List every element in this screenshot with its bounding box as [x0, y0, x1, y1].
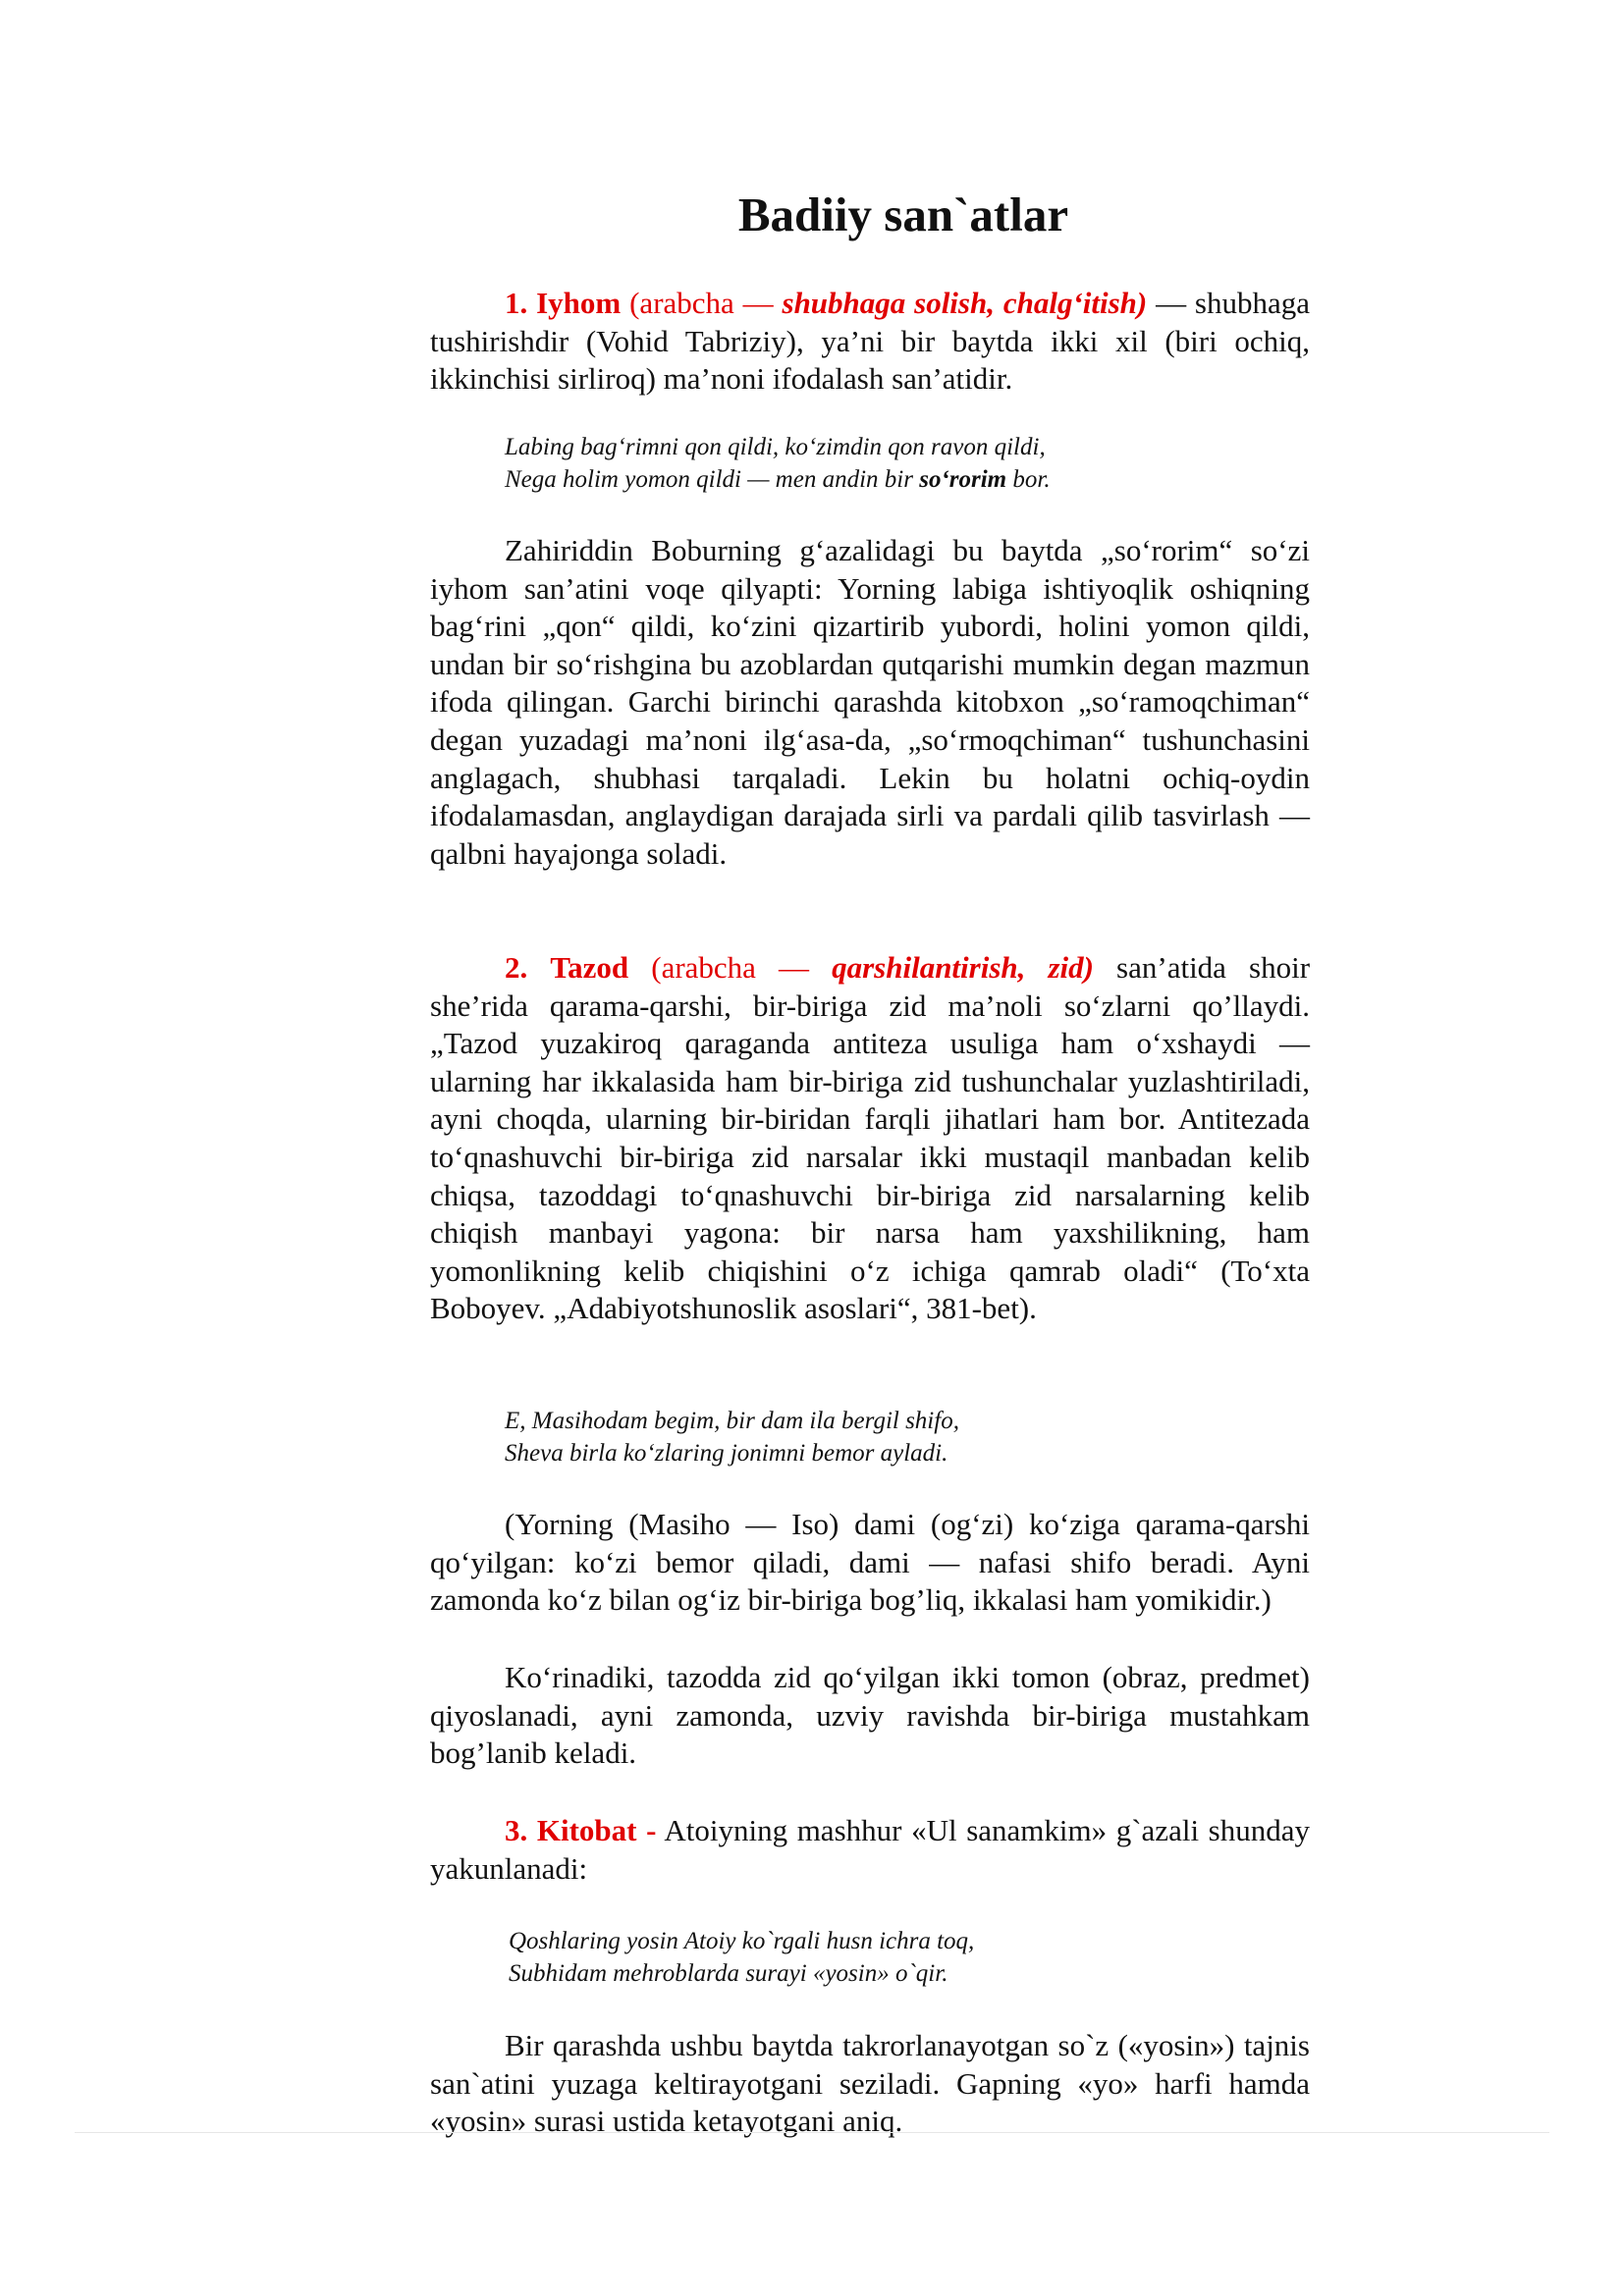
- verse-line: Subhidam mehroblarda surayi «yosin» o`qir.: [509, 1960, 948, 1987]
- definition-text: Atoiyning mashhur «Ul sanamkim» g`azali shunday yakunlanadi:: [430, 1813, 1310, 1886]
- verse-line: E, Masihodam begim, bir dam ila bergil shifo,: [505, 1408, 959, 1434]
- definition-text: san’atida shoir she’rida qarama-qarshi, bir-biriga zid ma’noli so‘zlarni qo’llaydi. „Tazod yuzakiroq qaraganda antiteza usuliga ham o‘xshaydi — ularning har ikkalasida ham bir-biriga zid tushunchalar yuzlashtiriladi, ayni choqda, ularning bir-biridan farqli jihatlari ham bor. Antitezada to‘qnashuvchi bir-biriga zid narsalar ikki mustaqil manbadan kelib chiqsa, tazoddagi to‘qnashuvchi bir-biriga zid narsalarning kelib chiqish manbayi yagona: bir narsa ham yaxshilikning, ham yomonlikning kelib chiqishini o‘z ichiga qamrab oladi“ (To‘xta Boboyev. „Adabiyotshunoslik asoslari“, 381-bet).: [430, 950, 1311, 1326]
- section-number: 2.: [505, 950, 528, 985]
- verse-line: Labing bag‘rimni qon qildi, ko‘zimdin qon ravon qildi,: [505, 434, 1046, 460]
- section-tazod-definition: [430, 949, 1310, 1328]
- term-origin: (arabcha —: [651, 950, 810, 985]
- term-meaning: qarshilantirish, zid): [832, 950, 1094, 985]
- tazod-conclusion: Ko‘rinadiki, tazodda zid qo‘yilgan ikki tomon (obraz, predmet) qiyoslanadi, ayni zamonda, uzviy ravishda bir-biriga mustahkam bog’lanib keladi.: [430, 1660, 1310, 1771]
- section-number: 1.: [505, 286, 528, 320]
- section-kitobat-definition: [430, 1812, 1310, 1888]
- term-kitobat: 3. Kitobat -: [505, 1813, 657, 1847]
- term-origin: (arabcha —: [629, 286, 774, 320]
- verse-line: Nega holim yomon qildi — men andin bir so‘rorim bor.: [505, 466, 1051, 493]
- verse-kitobat: [509, 1925, 1294, 1990]
- page-title: Badiiy san`atlar: [737, 187, 1069, 241]
- verse-line: Sheva birla ko‘zlaring jonimni bemor ayladi.: [505, 1440, 948, 1467]
- section-iyhom-definition: [430, 285, 1310, 399]
- term-tazod: Tazod: [550, 950, 629, 985]
- iyhom-commentary: Zahiriddin Boburning g‘azalidagi bu baytda „so‘rorim“ so‘zi iyhom san’atini voqe qilyapti: Yorning labiga ishtiyoqlik oshiqning bag‘rini „qon“ qildi, ko‘zini qizartirib yubordi, holini yomon qildi, undan bir so‘rishgina bu azoblardan qutqarishi mumkin degan mazmun ifoda qilingan. Garchi birinchi qarashda kitobxon „so‘ramoqchiman“ degan yuzadagi ma’noni ilg‘asa-da, „so‘rmoqchiman“ tushunchasini anglagach, shubhasi tarqaladi. Lekin bu holatni ochiq-oydin ifodalamasdan, anglaydigan darajada sirli va pardali qilib tasvirlash — qalbni hayajonga soladi.: [430, 533, 1310, 871]
- tazod-commentary: (Yorning (Masiho — Iso) dami (og‘zi) ko‘ziga qarama-qarshi qo‘yilgan: ko‘zi bemor qiladi, dami — nafasi shifo beradi. Ayni zamonda ko‘z bilan og‘iz bir-biriga bog’liq, ikkalasi ham yomikidir.): [430, 1507, 1310, 1618]
- term-meaning: shubhaga solish, chalg‘itish): [782, 286, 1148, 320]
- definition-text: — shubhaga tushirishdir (Vohid Tabriziy), ya’ni bir baytda ikki xil (biri ochiq, ikkinchisi sirliroq) ma’noni ifodalash san’atidir.: [430, 286, 1311, 397]
- verse-line: Qoshlaring yosin Atoiy ko`rgali husn ichra toq,: [509, 1928, 975, 1954]
- term-iyhom: Iyhom: [536, 286, 622, 320]
- verse-iyhom: [505, 431, 1290, 496]
- kitobat-commentary: Bir qarashda ushbu baytda takrorlanayotgan so`z («yosin») tajnis san`atini yuzaga keltirayotgani seziladi. Gapning «yo» harfi hamda «yosin» surasi ustida ketayotgani aniq.: [430, 2028, 1310, 2139]
- page-divider: [75, 2132, 1549, 2133]
- verse-tazod: [505, 1405, 1290, 1469]
- highlighted-word: so‘rorim: [919, 466, 1007, 493]
